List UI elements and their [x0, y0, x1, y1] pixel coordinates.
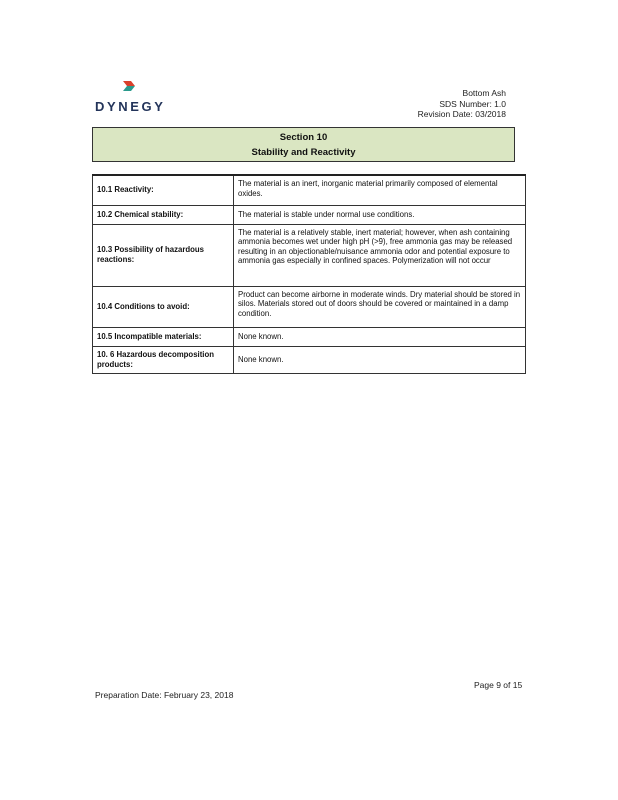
row-value: The material is a relatively stable, inert material; however, when ash containing ammonia becomes wet under high pH (>9), free ammonia gas may be released resulting in an objectionable/nuisance ammonia odor and potential exposure to ammonia gas especially in confined spaces. Polymerization will not occur	[234, 224, 526, 286]
section-number: Section 10	[279, 132, 328, 143]
page-number: Page 9 of 15	[474, 680, 523, 690]
table-row	[93, 327, 526, 346]
table-row	[93, 175, 526, 205]
row-label: 10.2 Chemical stability:	[93, 205, 234, 224]
row-label: 10.5 Incompatible materials:	[93, 327, 234, 346]
table-row	[93, 346, 526, 373]
sds-number: SDS Number: 1.0	[439, 98, 506, 109]
row-label: 10. 6 Hazardous decomposition products:	[93, 346, 234, 373]
row-value: The material is an inert, inorganic material primarily composed of elemental oxides.	[234, 175, 526, 205]
revision-date: Revision Date: 03/2018	[417, 109, 506, 119]
dynegy-chevron-icon	[121, 80, 137, 96]
logo-text: DYNEGY	[95, 99, 166, 114]
section-heading	[92, 127, 515, 162]
section-title: Stability and Reactivity	[251, 147, 356, 158]
row-label: 10.1 Reactivity:	[93, 175, 234, 205]
stability-table	[92, 174, 526, 374]
row-value: None known.	[234, 346, 526, 373]
product-name: Bottom Ash	[462, 88, 506, 98]
table-row	[93, 224, 526, 286]
preparation-date: Preparation Date: February 23, 2018	[95, 690, 234, 700]
row-value: Product can become airborne in moderate winds. Dry material should be stored in silos. Materials stored out of doors should be covered or maintained in a damp condition.	[234, 286, 526, 327]
table-row	[93, 205, 526, 224]
document-meta	[418, 88, 506, 120]
row-value: The material is stable under normal use conditions.	[234, 205, 526, 224]
row-label: 10.3 Possibility of hazardous reactions:	[93, 224, 234, 286]
row-label: 10.4 Conditions to avoid:	[93, 286, 234, 327]
table-row	[93, 286, 526, 327]
row-value: None known.	[234, 327, 526, 346]
